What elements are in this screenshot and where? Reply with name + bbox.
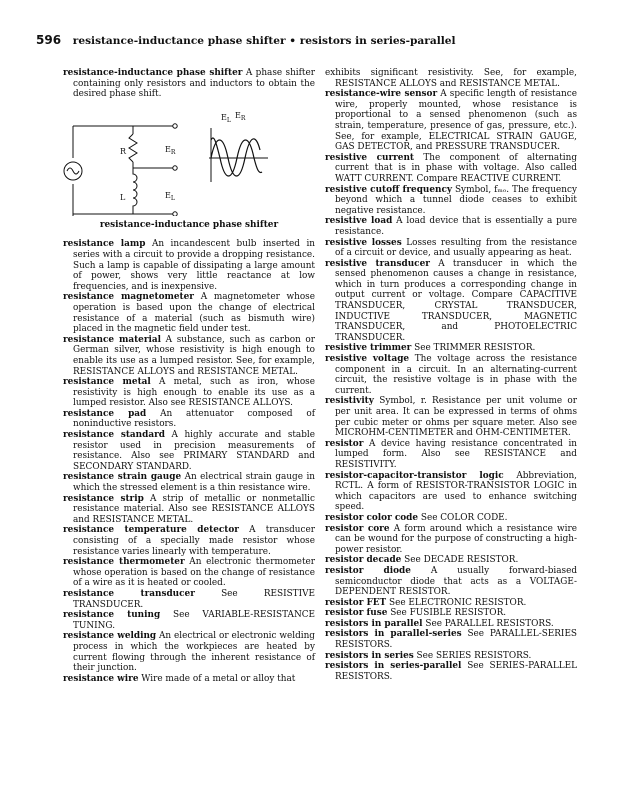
dictionary-entry	[325, 629, 577, 650]
dictionary-entry	[325, 555, 577, 566]
entry-definition: A substance, such as carbon or German silver, whose resistivity is high enough to enable its use as a lumped resistor. See, for example, RESISTANCE ALLOYS and RESISTANCE METAL.	[73, 334, 316, 377]
dictionary-entry	[325, 185, 577, 217]
entry-definition: A form around which a resistance wire can be wound for the purpose of constructing a high-power resistor.	[335, 523, 577, 555]
entry-definition: An attenuator composed of noninductive resistors.	[73, 408, 315, 430]
dictionary-entry	[63, 430, 315, 472]
entry-definition: A highly accurate and stable resistor used in precision measurements of resistance. Also see PRIMARY STANDARD and SECONDARY STANDARD.	[73, 430, 315, 472]
dictionary-entry	[325, 238, 577, 259]
entry-definition: A specific length of resistance wire, properly mounted, whose resistance is proportional to a sensed phenomenon (such as strain, temperature, presence of gas, pressure, etc.). See, for example, ELECTRICAL STRAIN GAUGE, GAS DETECTOR, and PRESSURE TRANSDUCER.	[335, 89, 577, 153]
dictionary-entry	[63, 494, 315, 526]
phase-shifter-diagram	[63, 106, 315, 216]
terminal	[173, 124, 177, 128]
dictionary-entry	[325, 354, 577, 396]
dictionary-entry	[63, 68, 315, 100]
dictionary-entry	[63, 557, 315, 589]
entry-definition: See FUSIBLE RESISTOR.	[390, 608, 507, 619]
resistor-symbol	[129, 134, 137, 162]
entry-term: resistive trimmer	[325, 343, 412, 354]
terminal	[173, 166, 177, 170]
entry-term: resistor color code	[325, 512, 419, 523]
dictionary-entry	[325, 661, 577, 682]
wave-label-el: $E_L$	[221, 112, 231, 124]
entry-definition: A metal, such as iron, whose resistivity is high enough to enable its use as a lumped resistor. Also see RESISTANCE ALLOYS.	[73, 377, 315, 409]
entry-definition: A transducer consisting of a specially made resistor whose resistance varies linearly with temperature.	[73, 525, 315, 557]
dictionary-entry	[325, 524, 577, 556]
entry-definition: A magnetometer whose operation is based upon the change of electrical resistance of a material (such as bismuth wire) placed in the magnetic field under test.	[73, 292, 315, 335]
entry-term: resistive transducer	[325, 258, 430, 269]
dictionary-entry	[325, 396, 577, 438]
entry-definition: See RESISTIVE TRANSDUCER.	[73, 588, 315, 610]
entry-term: resistors in parallel-series	[325, 629, 462, 640]
dictionary-entry	[325, 89, 577, 153]
entry-definition: Wire made of a metal or alloy that	[141, 673, 296, 684]
entry-definition: See SERIES RESISTORS.	[416, 650, 532, 661]
entry-term: resistance welding	[63, 631, 157, 642]
dictionary-entry	[63, 239, 315, 292]
entry-term: resistance tuning	[63, 610, 161, 621]
entry-term: resistors in series	[325, 650, 414, 661]
entry-definition: Abbreviation, RCTL. A form of RESISTOR-TRANSISTOR LOGIC in which capacitors are used to enhance switching speed.	[335, 470, 578, 513]
entry-definition: exhibits significant resistivity. See, for example, RESISTANCE ALLOYS and RESISTANCE METAL.	[325, 68, 577, 89]
dictionary-entry	[63, 292, 315, 334]
wave-label-er: $E_R$	[235, 110, 246, 122]
entry-term: resistive current	[325, 152, 415, 163]
entry-definition: An electrical or electronic welding process in which the workpieces are heated by current flowing through the inherent resistance of their junction.	[73, 631, 315, 674]
entry-definition: Symbol, r. Resistance per unit volume or per unit area. It can be expressed in terms of ohms per cubic meter or ohms per square meter. Also see MICROHM-CENTIMETER and OHM-CENTIMETER.	[335, 396, 577, 439]
entry-term: resistance transducer	[63, 588, 195, 599]
entry-definition: An electronic thermometer whose operation is based on the change of resistance of a wire as it is heated or cooled.	[73, 557, 315, 589]
running-header	[36, 33, 602, 47]
entry-term: resistor core	[325, 523, 390, 534]
dictionary-entry	[63, 631, 315, 673]
entry-term: resistance standard	[63, 430, 165, 441]
page-number: 596	[36, 33, 62, 47]
entry-definition: See PARALLEL-SERIES RESISTORS.	[335, 629, 578, 651]
dictionary-entry	[63, 674, 315, 685]
entry-term: resistance thermometer	[63, 557, 185, 568]
dictionary-entry	[325, 471, 577, 513]
label-l: L	[120, 192, 126, 202]
inductor-symbol	[133, 168, 137, 214]
dictionary-entry	[63, 335, 315, 377]
entry-term: resistor fuse	[325, 608, 388, 619]
entry-term: resistance metal	[63, 377, 151, 388]
dictionary-entry	[325, 343, 577, 354]
entry-definition: A transducer in which the sensed phenomenon causes a change in resistance, which in turn produces a corresponding change in output current or voltage. Compare CAPACITIVE TRANSDUCER, CRYSTAL TRANSDUCER, INDUCTIVE TRANSDUCER, MAGNETIC TRANSDUCER, and PHOTOELECTRIC TRANSDUCER.	[335, 258, 577, 343]
waveform-el	[211, 138, 262, 176]
right-column	[325, 68, 577, 682]
label-r: R	[120, 146, 127, 156]
terminal	[173, 212, 177, 216]
dictionary-entry	[325, 216, 577, 237]
entry-definition: See DECADE RESISTOR.	[404, 555, 519, 566]
entry-term: resistor FET	[325, 597, 387, 608]
entry-definition: An incandescent bulb inserted in series with a circuit to provide a dropping resistance. Such a lamp is capable of dissipating a large amount of power, shows very little reactance at low frequencies, and is inexpensive.	[73, 239, 315, 292]
entry-definition: Symbol, fₘₒ. The frequency beyond which a tunnel diode ceases to exhibit negative resistance.	[335, 184, 577, 216]
dictionary-entry	[63, 472, 315, 493]
entry-definition: The component of alternating current that is in phase with voltage. Also called WATT CURRENT. Compare REACTIVE CURRENT.	[335, 152, 578, 184]
entry-term: resistance lamp	[63, 239, 146, 250]
entry-definition: See TRIMMER RESISTOR.	[414, 343, 536, 354]
entry-term: resistance magnetometer	[63, 292, 194, 303]
entry-definition: See VARIABLE-RESISTANCE TUNING.	[73, 610, 315, 631]
entry-definition: A load device that is essentially a pure resistance.	[335, 216, 577, 237]
entry-term: resistor-capacitor-transistor logic	[325, 470, 504, 481]
entry-term: resistor decade	[325, 555, 402, 566]
entry-definition: A usually forward-biased semiconductor diode that acts as a VOLTAGE-DEPENDENT RESISTOR.	[335, 565, 577, 598]
entry-term: resistance material	[63, 334, 162, 345]
dictionary-entry	[63, 610, 315, 631]
dictionary-entry	[325, 259, 577, 344]
figure-caption: resistance-inductance phase shifter	[99, 219, 279, 230]
dictionary-entry	[325, 651, 577, 662]
entry-term: resistors in series-parallel	[325, 661, 462, 672]
entry-definition: An electrical strain gauge in which the stressed element is a thin resistance wire.	[73, 472, 315, 494]
entry-term: resistor diode	[325, 565, 411, 576]
dictionary-entry	[325, 153, 577, 185]
dictionary-entry	[325, 598, 577, 609]
entry-term: resistive load	[325, 216, 393, 227]
running-title: resistance-inductance phase shifter • resistors in series-parallel	[72, 35, 456, 47]
entry-term: resistance strain gauge	[63, 472, 182, 483]
entry-term: resistance-inductance phase shifter	[63, 68, 243, 78]
label-er: $E_R$	[165, 144, 176, 156]
entry-term: resistance temperature detector	[63, 525, 239, 536]
entry-term: resistive losses	[325, 237, 402, 248]
entry-term: resistance pad	[63, 408, 147, 419]
entry-term: resistivity	[325, 396, 374, 407]
entry-definition: A strip of metallic or nonmetallic resistance material. Also see RESISTANCE ALLOYS and RESISTANCE METAL.	[73, 493, 315, 525]
dictionary-entry	[325, 513, 577, 524]
entry-term: resistive cutoff frequency	[325, 184, 453, 195]
dictionary-entry	[63, 589, 315, 610]
entry-term: resistance strip	[63, 493, 144, 504]
entry-term: resistor	[325, 438, 364, 449]
entry-definition: A phase shifter containing only resistors and inductors to obtain the desired phase shift.	[73, 68, 315, 100]
phase-shifter-figure	[63, 106, 315, 216]
dictionary-entry	[325, 608, 577, 619]
entry-term: resistance wire	[63, 673, 139, 684]
dictionary-entry	[325, 566, 577, 598]
label-el: $E_L$	[165, 190, 175, 202]
entry-term: resistive voltage	[325, 354, 410, 365]
dictionary-entry	[63, 377, 315, 409]
entry-term: resistance-wire sensor	[325, 89, 438, 100]
entry-definition: See COLOR CODE.	[420, 512, 508, 523]
dictionary-entry	[63, 409, 315, 430]
dictionary-entry	[325, 619, 577, 630]
left-column	[63, 68, 315, 684]
entry-definition: Losses resulting from the resistance of a circuit or device, and usually appearing as heat.	[335, 237, 578, 259]
waveform-er	[211, 139, 260, 176]
dictionary-entry	[63, 525, 315, 557]
entry-definition: The voltage across the resistance component in a circuit. In an alternating-current circuit, the resistive voltage is in phase with the current.	[335, 354, 578, 396]
entry-definition: A device having resistance concentrated in lumped form. Also see RESISTANCE and RESISTIVITY.	[335, 438, 578, 470]
dictionary-entry	[325, 68, 577, 89]
entry-definition: See SERIES-PARALLEL RESISTORS.	[335, 661, 577, 682]
entry-term: resistors in parallel	[325, 618, 423, 629]
dictionary-entry	[325, 439, 577, 471]
entry-definition: See ELECTRONIC RESISTOR.	[388, 597, 527, 608]
entry-definition: See PARALLEL RESISTORS.	[425, 618, 554, 629]
